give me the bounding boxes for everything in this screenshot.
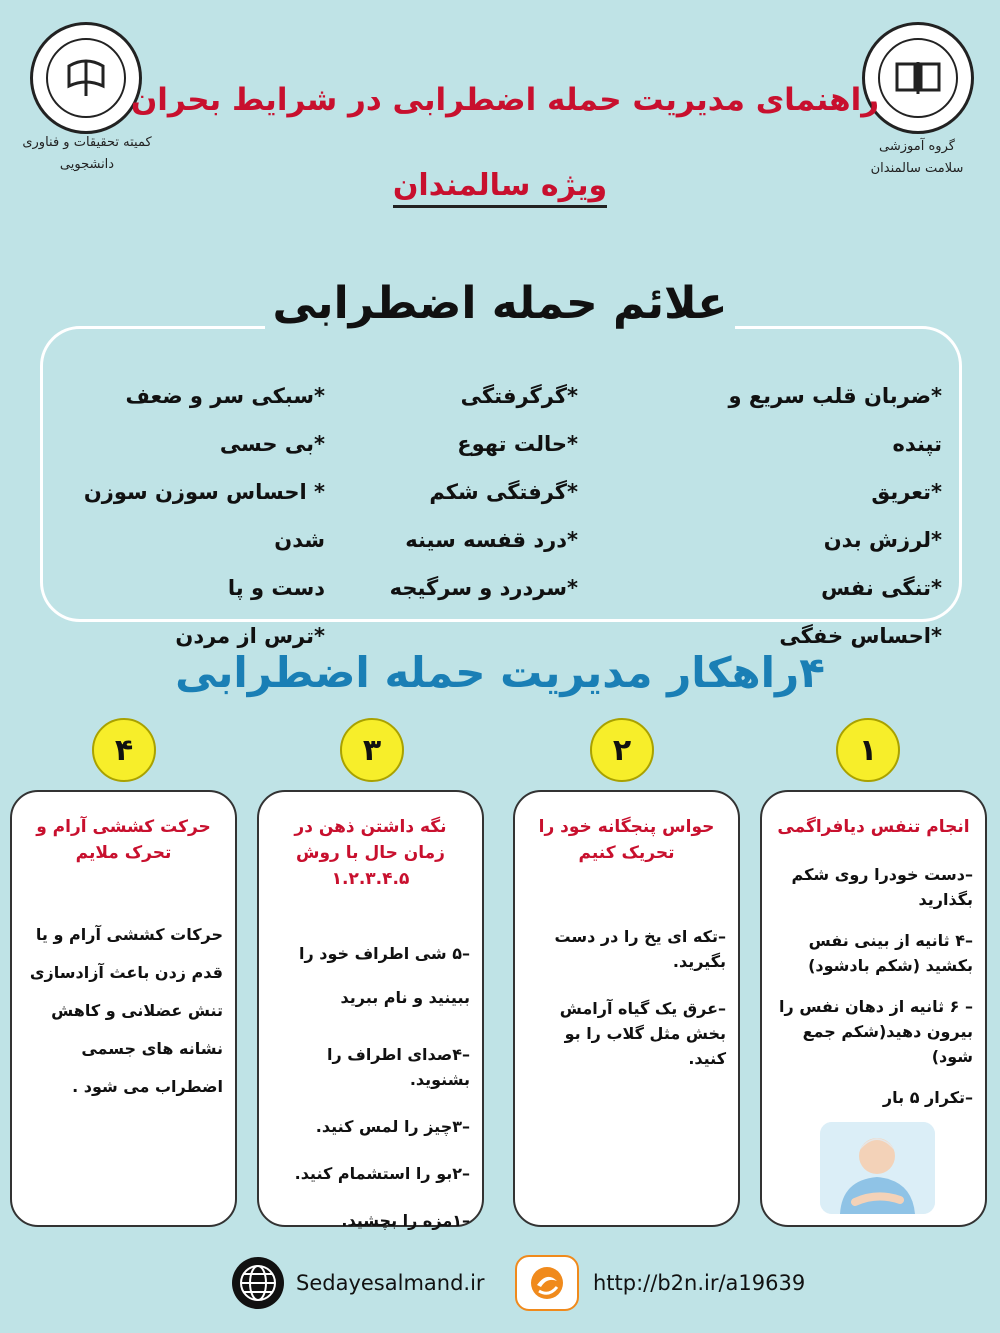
- card-item: –۴صدای اطراف را بشنوید.: [326, 1045, 470, 1089]
- right-org-label: گروه آموزشی سلامت سالمندان: [870, 139, 964, 176]
- card-body: [527, 924, 726, 1071]
- symptoms-heading: علائم حمله اضطرابی: [272, 278, 728, 329]
- symptom-item: *گرگرفتگی: [460, 384, 578, 408]
- strategies-title: ۴راهکار مدیریت حمله اضطرابی: [175, 648, 825, 697]
- symptoms-column-2: [388, 372, 578, 612]
- strategy-number-3: ۳: [340, 718, 404, 782]
- strategy-number-4: ۴: [92, 718, 156, 782]
- book-emblem-icon: [878, 38, 958, 118]
- card-title: نگه داشتن ذهن در زمان حال با روش ۱.۲.۳.۴.۵: [294, 817, 447, 889]
- symptom-item: *درد قفسه سینه: [405, 528, 578, 552]
- emblem-icon: [46, 38, 126, 118]
- symptom-item: *احساس خفگی: [779, 624, 942, 648]
- page-title: راهنمای مدیریت حمله اضطرابی در شرایط بحران: [130, 82, 880, 118]
- card-item: –دست خودرا روی شکم بگذارید: [791, 865, 973, 909]
- left-org-label: کمیته تحقیقات و فناوری دانشجویی: [22, 135, 152, 172]
- symptom-item: *حالت تهوع: [457, 432, 578, 456]
- strategy-number-1: ۱: [836, 718, 900, 782]
- card-body: [774, 862, 973, 1110]
- strategy-number-2: ۲: [590, 718, 654, 782]
- symptom-item: *تعریق: [871, 480, 942, 504]
- symptoms-column-3: [40, 372, 325, 660]
- symptom-item: *ضربان قلب سریع و تپنده: [728, 384, 942, 456]
- globe-icon: [232, 1257, 284, 1309]
- elderly-person-illustration: [820, 1122, 935, 1214]
- website-link[interactable]: Sedayesalmand.ir: [296, 1271, 485, 1295]
- symptom-item: *گرفتگی شکم: [429, 480, 578, 504]
- short-url-link[interactable]: http://b2n.ir/a19639: [593, 1271, 806, 1295]
- symptoms-column-1: [682, 372, 942, 660]
- symptom-item: *بی حسی: [219, 432, 325, 456]
- card-item: –۳چیز را لمس کنید.: [315, 1117, 470, 1136]
- footer-link: [515, 1258, 805, 1308]
- symptom-item: دست و پا: [227, 576, 325, 600]
- symptom-item: *سردرد و سرگیجه: [389, 576, 578, 600]
- strategy-card-3: [257, 790, 484, 1230]
- strategy-card-4: [10, 790, 237, 1227]
- strategy-card-2: [513, 790, 740, 1227]
- card-title: حرکت کششی آرام و تحرک ملایم: [36, 817, 211, 863]
- card-item: –عرق یک گیاه آرامش بخش مثل گلاب را بو کنید.: [559, 999, 726, 1068]
- card-item: –۴ ثانیه از بینی نفس بکشید (شکم بادشود): [808, 931, 973, 975]
- card-body: حرکات کششی آرام و یا قدم زدن باعث آزادسازی تنش عضلانی و کاهش نشانه های جسمی اضطراب می شود .: [29, 925, 223, 1096]
- symptom-item: *سبکی سر و ضعف: [125, 384, 325, 408]
- card-item: –تکه ای یخ را در دست بگیرید.: [554, 927, 726, 971]
- sedaye-salmand-logo-icon: [515, 1255, 579, 1311]
- card-item: – ۶ ثانیه از دهان نفس را بیرون دهید(شکم جمع شود): [779, 997, 973, 1066]
- symptom-item: *تنگی نفس: [821, 576, 942, 600]
- footer-website: [232, 1258, 485, 1308]
- symptom-item: * احساس سوزن سوزن شدن: [83, 480, 325, 552]
- card-item: –۵ شی اطراف خود را ببینید و نام ببرید: [298, 944, 470, 1007]
- symptom-item: *ترس از مردن: [175, 624, 325, 648]
- card-item: –۱مزه را بچشید.: [341, 1211, 470, 1230]
- card-body: [271, 932, 470, 1233]
- page-subtitle: ویژه سالمندان: [300, 168, 700, 203]
- card-title: انجام تنفس دیافراگمی: [777, 817, 970, 837]
- card-item: –۲بو را استشمام کنید.: [294, 1164, 470, 1183]
- card-item: –تکرار ۵ بار: [882, 1088, 973, 1107]
- symptom-item: *لرزش بدن: [823, 528, 942, 552]
- card-title: حواس پنجگانه خود را تحریک کنیم: [538, 817, 715, 863]
